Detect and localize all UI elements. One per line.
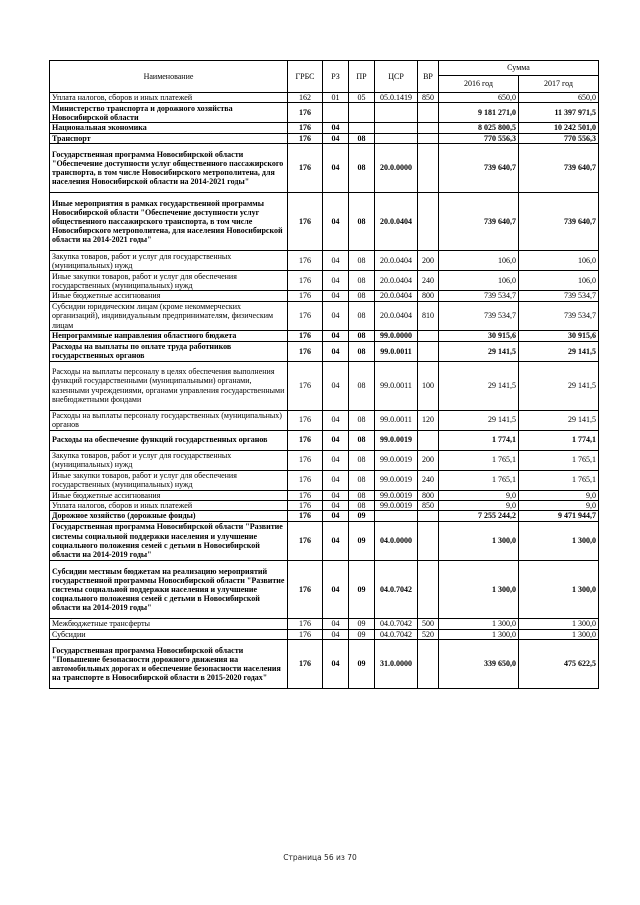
cell-grbs: 176 [288,629,323,639]
cell-pr: 08 [349,490,375,500]
cell-pr: 08 [349,291,375,301]
cell-sum-2016: 650,0 [439,93,519,103]
cell-pr: 09 [349,560,375,618]
cell-csr: 99.0.0011 [375,410,418,430]
cell-sum-2016: 29 141,5 [439,410,519,430]
cell-grbs: 176 [288,301,323,331]
cell-sum-2016: 770 556,3 [439,133,519,143]
cell-sum-2016: 7 255 244,2 [439,511,519,521]
cell-sum-2016: 1 300,0 [439,521,519,560]
table-row [50,361,599,410]
cell-vr: 240 [418,271,439,291]
cell-csr: 20.0.0404 [375,271,418,291]
cell-sum-2016: 106,0 [439,251,519,271]
table-row [50,430,599,450]
cell-sum-2017: 1 300,0 [519,629,599,639]
cell-sum-2016: 106,0 [439,271,519,291]
cell-sum-2016: 1 774,1 [439,430,519,450]
cell-sum-2017: 1 765,1 [519,450,599,470]
cell-grbs: 162 [288,93,323,103]
cell-sum-2016: 739 640,7 [439,144,519,193]
cell-sum-2017: 1 765,1 [519,470,599,490]
cell-grbs: 176 [288,341,323,361]
cell-sum-2017: 739 534,7 [519,301,599,331]
table-body [50,93,599,689]
cell-pr: 08 [349,500,375,510]
header-rz: РЗ [323,61,349,93]
cell-grbs: 176 [288,331,323,341]
cell-name: Расходы на выплаты персоналу государственных (муниципальных) органов [50,410,288,430]
header-name: Наименование [50,61,288,93]
cell-name: Межбюджетные трансферты [50,619,288,629]
cell-vr [418,521,439,560]
header-sum: Сумма [439,61,599,76]
cell-grbs: 176 [288,103,323,123]
cell-pr: 08 [349,450,375,470]
cell-name: Субсидии [50,629,288,639]
header-grbs: ГРБС [288,61,323,93]
header-vr: ВР [418,61,439,93]
cell-rz: 04 [323,430,349,450]
cell-name: Закупка товаров, работ и услуг для государственных (муниципальных) нужд [50,251,288,271]
cell-rz: 04 [323,511,349,521]
table-row [50,410,599,430]
cell-rz: 04 [323,271,349,291]
cell-rz: 04 [323,450,349,470]
cell-sum-2016: 29 141,5 [439,341,519,361]
table-row [50,450,599,470]
cell-grbs: 176 [288,271,323,291]
cell-csr: 99.0.0000 [375,331,418,341]
cell-pr: 09 [349,640,375,689]
cell-rz: 04 [323,619,349,629]
header-csr: ЦСР [375,61,418,93]
cell-rz: 04 [323,560,349,618]
cell-rz: 04 [323,500,349,510]
cell-vr: 850 [418,500,439,510]
cell-rz: 04 [323,301,349,331]
cell-vr: 810 [418,301,439,331]
cell-grbs: 176 [288,192,323,250]
table-row [50,470,599,490]
cell-csr: 04.0.7042 [375,560,418,618]
cell-grbs: 176 [288,470,323,490]
cell-sum-2016: 29 141,5 [439,361,519,410]
table-row [50,271,599,291]
header-year-2016: 2016 год [439,76,519,93]
cell-grbs: 176 [288,144,323,193]
cell-name: Государственная программа Новосибирской области "Повышение безопасности дорожного движения на автомобильных дорогах и обеспечение безопасности населения на транспорте в Новосибирской области в 2015-2020 годах" [50,640,288,689]
cell-vr [418,640,439,689]
cell-sum-2017: 650,0 [519,93,599,103]
cell-csr: 20.0.0404 [375,291,418,301]
cell-grbs: 176 [288,291,323,301]
cell-pr: 05 [349,93,375,103]
cell-vr [418,192,439,250]
cell-name: Национальная экономика [50,123,288,133]
cell-name: Дорожное хозяйство (дорожные фонды) [50,511,288,521]
cell-pr: 09 [349,619,375,629]
cell-sum-2017: 770 556,3 [519,133,599,143]
cell-sum-2017: 739 640,7 [519,192,599,250]
cell-csr: 99.0.0011 [375,341,418,361]
cell-name: Иные закупки товаров, работ и услуг для обеспечения государственных (муниципальных) нужд [50,271,288,291]
table-row [50,144,599,193]
table-row [50,331,599,341]
cell-csr: 05.0.1419 [375,93,418,103]
cell-pr: 08 [349,133,375,143]
cell-vr: 200 [418,450,439,470]
cell-csr: 99.0.0019 [375,500,418,510]
cell-name: Иные бюджетные ассигнования [50,490,288,500]
cell-pr: 08 [349,430,375,450]
cell-vr: 120 [418,410,439,430]
cell-name: Министерство транспорта и дорожного хозяйства Новосибирской области [50,103,288,123]
cell-sum-2016: 1 300,0 [439,629,519,639]
cell-sum-2016: 30 915,6 [439,331,519,341]
cell-sum-2016: 739 534,7 [439,301,519,331]
cell-sum-2017: 1 300,0 [519,560,599,618]
cell-pr: 08 [349,470,375,490]
table-row [50,521,599,560]
cell-name: Государственная программа Новосибирской области "Развитие системы социальной поддержки населения и улучшение социального положения семей с детьми в Новосибирской области на 2014-2019 годы" [50,521,288,560]
table-row [50,251,599,271]
cell-pr: 08 [349,410,375,430]
cell-sum-2017: 106,0 [519,271,599,291]
table-row [50,123,599,133]
cell-name: Государственная программа Новосибирской области "Обеспечение доступности услуг общественного пассажирского транспорта, в том числе Новосибирского метрополитена, для населения Новосибирской области на 2014-2021 годы" [50,144,288,193]
cell-pr: 09 [349,521,375,560]
cell-rz: 04 [323,144,349,193]
cell-name: Субсидии юридическим лицам (кроме некоммерческих организаций), индивидуальным предпринимателям, физическим лицам [50,301,288,331]
cell-name: Уплата налогов, сборов и иных платежей [50,93,288,103]
cell-sum-2017: 9 471 944,7 [519,511,599,521]
cell-csr: 20.0.0404 [375,192,418,250]
cell-csr: 99.0.0019 [375,490,418,500]
cell-sum-2016: 9,0 [439,490,519,500]
cell-csr: 31.0.0000 [375,640,418,689]
page-footer: Страница 56 из 70 [283,853,357,862]
cell-vr [418,430,439,450]
cell-grbs: 176 [288,500,323,510]
cell-sum-2017: 30 915,6 [519,331,599,341]
cell-grbs: 176 [288,430,323,450]
cell-sum-2017: 739 640,7 [519,144,599,193]
cell-sum-2017: 29 141,5 [519,361,599,410]
cell-pr: 09 [349,511,375,521]
cell-pr: 09 [349,629,375,639]
cell-pr: 08 [349,301,375,331]
cell-csr: 20.0.0404 [375,301,418,331]
cell-sum-2016: 339 650,0 [439,640,519,689]
header-pr: ПР [349,61,375,93]
cell-csr: 04.0.0000 [375,521,418,560]
cell-grbs: 176 [288,619,323,629]
table-row [50,560,599,618]
cell-vr [418,103,439,123]
cell-rz: 04 [323,410,349,430]
cell-sum-2016: 9,0 [439,500,519,510]
cell-vr: 520 [418,629,439,639]
cell-rz: 04 [323,251,349,271]
cell-sum-2017: 475 622,5 [519,640,599,689]
cell-sum-2017: 1 774,1 [519,430,599,450]
cell-sum-2017: 1 300,0 [519,521,599,560]
cell-csr: 99.0.0019 [375,470,418,490]
cell-vr [418,133,439,143]
cell-name: Иные бюджетные ассигнования [50,291,288,301]
cell-grbs: 176 [288,123,323,133]
cell-sum-2017: 9,0 [519,490,599,500]
table-row [50,490,599,500]
table-row [50,93,599,103]
table-row [50,291,599,301]
cell-pr: 08 [349,251,375,271]
cell-pr: 08 [349,144,375,193]
table-row [50,192,599,250]
cell-csr: 04.0.7042 [375,619,418,629]
cell-grbs: 176 [288,450,323,470]
cell-pr: 08 [349,271,375,291]
cell-csr [375,511,418,521]
cell-rz: 04 [323,629,349,639]
cell-vr [418,144,439,193]
cell-name: Иные мероприятия в рамках государственной программы Новосибирской области "Обеспечение доступности услуг общественного пассажирского транспорта, в том числе Новосибирского метрополитена, для населения Новосибирской области на 2014-2021 годы" [50,192,288,250]
cell-rz: 04 [323,521,349,560]
cell-vr: 240 [418,470,439,490]
cell-rz: 04 [323,640,349,689]
cell-sum-2016: 1 765,1 [439,450,519,470]
cell-name: Субсидии местным бюджетам на реализацию мероприятий государственной программы Новосибирской области "Развитие системы социальной поддержки населения и улучшение социального положения семей с детьми в Новосибирской области на 2014-2019 годы" [50,560,288,618]
header-year-2017: 2017 год [519,76,599,93]
cell-csr: 99.0.0019 [375,450,418,470]
table-row [50,133,599,143]
table-row [50,619,599,629]
cell-vr: 850 [418,93,439,103]
cell-pr [349,103,375,123]
cell-vr: 200 [418,251,439,271]
cell-grbs: 176 [288,511,323,521]
cell-grbs: 176 [288,521,323,560]
cell-name: Закупка товаров, работ и услуг для государственных (муниципальных) нужд [50,450,288,470]
table-row [50,341,599,361]
cell-sum-2016: 8 025 800,5 [439,123,519,133]
cell-grbs: 176 [288,133,323,143]
cell-sum-2016: 739 640,7 [439,192,519,250]
cell-vr: 800 [418,291,439,301]
cell-vr [418,511,439,521]
cell-vr [418,331,439,341]
cell-sum-2017: 29 141,5 [519,410,599,430]
cell-name: Уплата налогов, сборов и иных платежей [50,500,288,510]
cell-rz: 04 [323,123,349,133]
cell-sum-2017: 11 397 971,5 [519,103,599,123]
cell-name: Транспорт [50,133,288,143]
cell-sum-2017: 10 242 501,0 [519,123,599,133]
cell-rz: 04 [323,341,349,361]
cell-csr [375,123,418,133]
cell-csr [375,133,418,143]
cell-grbs: 176 [288,490,323,500]
cell-pr: 08 [349,331,375,341]
cell-csr: 99.0.0019 [375,430,418,450]
cell-rz: 01 [323,93,349,103]
cell-csr: 20.0.0000 [375,144,418,193]
cell-pr: 08 [349,341,375,361]
cell-name: Иные закупки товаров, работ и услуг для обеспечения государственных (муниципальных) нужд [50,470,288,490]
cell-grbs: 176 [288,361,323,410]
cell-sum-2017: 739 534,7 [519,291,599,301]
cell-vr [418,341,439,361]
cell-pr [349,123,375,133]
cell-rz: 04 [323,331,349,341]
budget-table [49,60,599,689]
cell-pr: 08 [349,361,375,410]
cell-rz [323,103,349,123]
cell-rz: 04 [323,291,349,301]
cell-sum-2017: 106,0 [519,251,599,271]
cell-grbs: 176 [288,410,323,430]
cell-grbs: 176 [288,640,323,689]
cell-csr: 04.0.7042 [375,629,418,639]
table-row [50,500,599,510]
cell-vr: 800 [418,490,439,500]
table-row [50,103,599,123]
cell-name: Непрограммные направления областного бюджета [50,331,288,341]
cell-sum-2016: 739 534,7 [439,291,519,301]
cell-rz: 04 [323,192,349,250]
cell-sum-2016: 1 300,0 [439,619,519,629]
cell-pr: 08 [349,192,375,250]
table-row [50,511,599,521]
cell-vr [418,123,439,133]
cell-name: Расходы на выплаты персоналу в целях обеспечения выполнения функций государственными (муниципальными) органами, казенными учреждениями, органами управления государственными внебюджетными фондами [50,361,288,410]
cell-vr: 100 [418,361,439,410]
cell-sum-2016: 1 765,1 [439,470,519,490]
cell-vr: 500 [418,619,439,629]
cell-csr [375,103,418,123]
table-row [50,629,599,639]
table-row [50,640,599,689]
cell-sum-2016: 1 300,0 [439,560,519,618]
cell-sum-2017: 9,0 [519,500,599,510]
cell-sum-2017: 29 141,5 [519,341,599,361]
cell-grbs: 176 [288,251,323,271]
cell-sum-2016: 9 181 271,0 [439,103,519,123]
table-row [50,301,599,331]
cell-rz: 04 [323,361,349,410]
cell-rz: 04 [323,490,349,500]
cell-vr [418,560,439,618]
cell-name: Расходы на обеспечение функций государственных органов [50,430,288,450]
cell-sum-2017: 1 300,0 [519,619,599,629]
cell-name: Расходы на выплаты по оплате труда работников государственных органов [50,341,288,361]
cell-rz: 04 [323,470,349,490]
cell-rz: 04 [323,133,349,143]
cell-grbs: 176 [288,560,323,618]
cell-csr: 99.0.0011 [375,361,418,410]
cell-csr: 20.0.0404 [375,251,418,271]
